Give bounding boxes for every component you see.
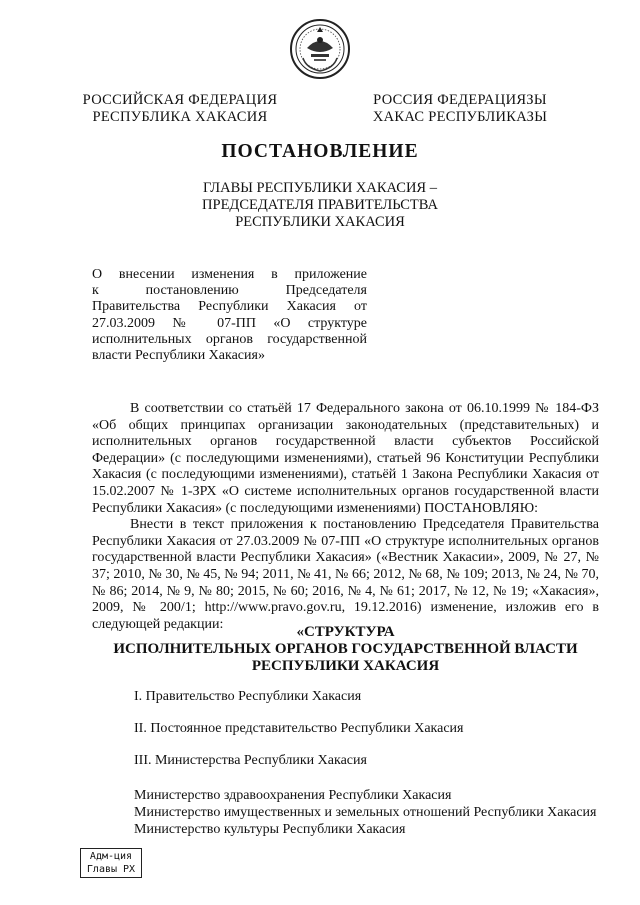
document-title: ПОСТАНОВЛЕНИЕ xyxy=(221,141,419,162)
ministry-item: Министерство имущественных и земельных отношений Республики Хакасия xyxy=(134,805,597,820)
header-left-line: РОССИЙСКАЯ ФЕДЕРАЦИЯ xyxy=(82,92,278,108)
section-heading: II. Постоянное представительство Республики Хакасия xyxy=(134,721,464,736)
subtitle-line: РЕСПУБЛИКИ ХАКАСИЯ xyxy=(235,214,405,230)
structure-title-line: ИСПОЛНИТЕЛЬНЫХ ОРГАНОВ ГОСУДАРСТВЕННОЙ ВЛАСТИ xyxy=(113,641,578,657)
header-right-line: ХАКАС РЕСПУБЛИКАЗЫ xyxy=(372,109,548,125)
structure-title xyxy=(92,624,599,675)
document-body xyxy=(92,401,599,633)
subtitle-line: ПРЕДСЕДАТЕЛЯ ПРАВИТЕЛЬСТВА xyxy=(202,197,438,213)
subject-line: к постановлению Председателя xyxy=(92,283,367,299)
document-subtitle xyxy=(0,180,640,231)
stamp-line: Адм-ция xyxy=(89,851,133,862)
structure-title-line: РЕСПУБЛИКИ ХАКАСИЯ xyxy=(251,658,440,674)
subtitle-line: ГЛАВЫ РЕСПУБЛИКИ ХАКАСИЯ – xyxy=(203,180,437,196)
section-heading: I. Правительство Республики Хакасия xyxy=(134,689,362,704)
ministries-list xyxy=(134,787,596,838)
section-heading: III. Министерства Республики Хакасия xyxy=(134,753,367,768)
structure-title-line: «СТРУКТУРА xyxy=(296,624,395,640)
stamp-line: Главы РХ xyxy=(86,864,136,875)
subject-line: О внесении изменения в приложение xyxy=(92,267,367,282)
subject-line: Правительства Республики Хакасия от xyxy=(92,299,367,315)
header-left xyxy=(80,92,280,126)
office-stamp xyxy=(80,848,142,878)
coat-of-arms-emblem xyxy=(289,18,351,80)
header-left-line: РЕСПУБЛИКА ХАКАСИЯ xyxy=(92,109,268,125)
ministry-item: Министерство здравоохранения Республики Хакасия xyxy=(134,788,452,803)
body-paragraph: В соответствии со статьёй 17 Федерального закона от 06.10.1999 № 184-ФЗ «Об общих принципах организации законодательных (представительных) и исполнительных органов государственной власти субъектов Российской Федерации» (с последующими изменениями), статьей 96 Конституции Республики Хакасия (с последующими изменениями), статьёй 1 Закона Республики Хакасия от 15.02.2007 № 1-ЗРХ «О системе исполнительных органов государственной власти Республики Хакасия» (с последующими изменениями) ПОСТАНОВЛЯЮ: xyxy=(92,401,599,516)
subject-line: власти Республики Хакасия» xyxy=(92,348,265,364)
subject-line: 27.03.2009 № 07-ПП «О структуре xyxy=(92,315,367,331)
document-subject xyxy=(92,267,367,364)
subject-line: исполнительных органов государственной xyxy=(92,331,367,347)
body-paragraph: Внести в текст приложения к постановлению Председателя Правительства Республики Хакасия от 27.03.2009 № 07-ПП «О структуре исполнительных органов государственной власти Республики Хакасия» («Вестник Хакасии», 2009, № 27, № 37; 2010, № 30, № 45, № 94; 2011, № 41, № 66; 2012, № 68, № 109; 2013, № 24, № 70, № 86; 2014, № 9, № 80; 2015, № 60; 2016, № 4, № 61; 2017, № 12, № 19; «Хакасия», 2009, № 200/1; http://www.pravo.gov.ru, 19.12.2016) изменение, изложив его в следующей редакции: xyxy=(92,517,599,632)
header-right xyxy=(360,92,560,126)
ministry-item: Министерство культуры Республики Хакасия xyxy=(134,822,406,837)
header-right-line: РОССИЯ ФЕДЕРАЦИЯЗЫ xyxy=(373,92,547,108)
